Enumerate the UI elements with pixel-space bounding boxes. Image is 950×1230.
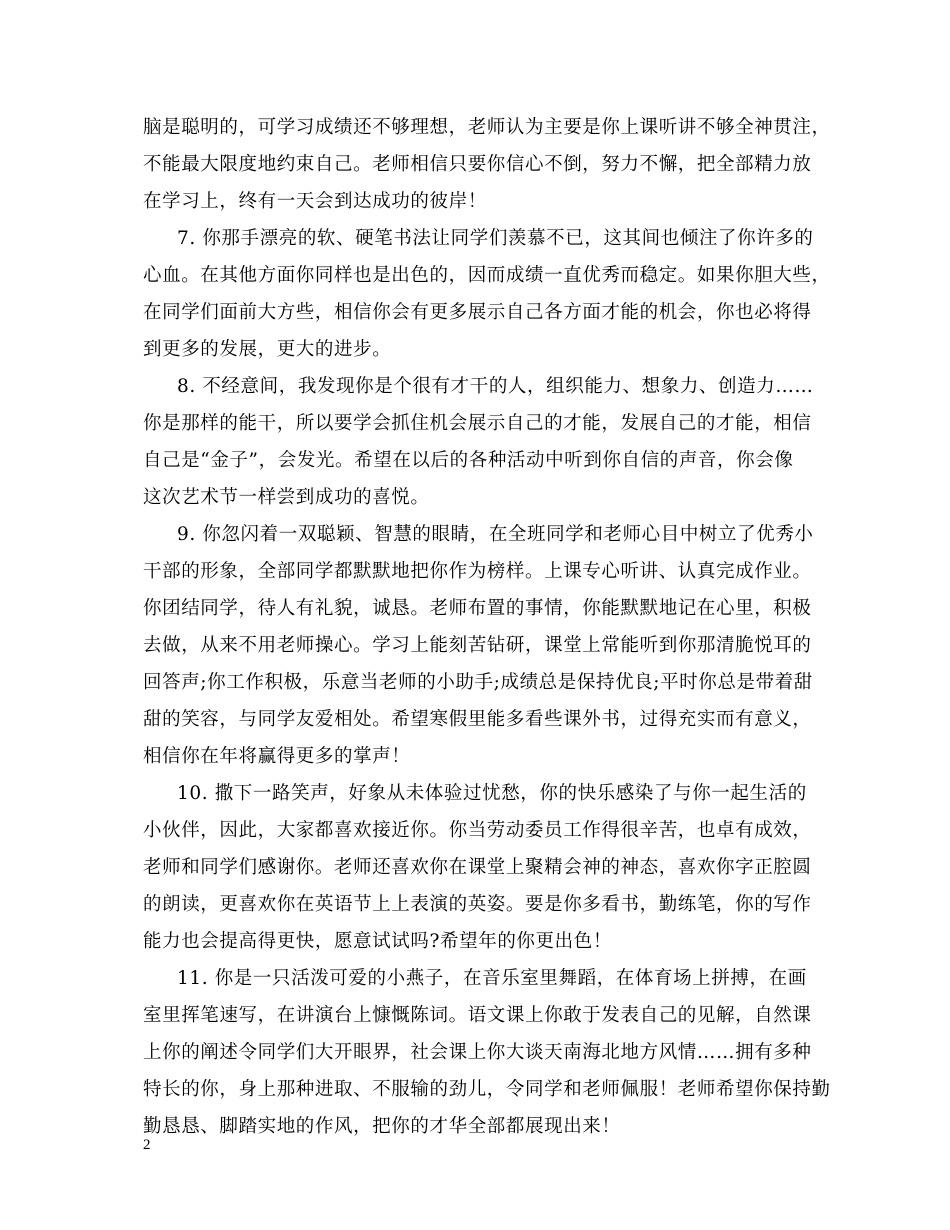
text-line: 特长的你，身上那种进取、不服输的劲儿，令同学和老师佩服！老师希望你保持勤 — [143, 1079, 831, 1100]
text-line: 小伙伴，因此，大家都喜欢接近你。你当劳动委员工作得很辛苦，也卓有成效， — [143, 820, 812, 841]
text-line: 你是那样的能干，所以要学会抓住机会展示自己的才能，发展自己的才能，相信 — [143, 413, 812, 434]
text-line: 在学习上，终有一天会到达成功的彼岸！ — [143, 191, 487, 212]
text-line: 能力也会提高得更快，愿意试试吗?希望年的你更出色！ — [143, 931, 612, 952]
text-line: 你团结同学，待人有礼貌，诚恳。老师布置的事情，你能默默地记在心里，积极 — [143, 598, 812, 619]
paragraph-10-start: 10. 撒下一路笑声，好象从未体验过忧愁，你的快乐感染了与你一起生活的 — [177, 783, 807, 804]
text-line: 在同学们面前大方些，相信你会有更多展示自己各方面才能的机会，你也必将得 — [143, 302, 812, 323]
text-line: 甜的笑容，与同学友爱相处。希望寒假里能多看些课外书，过得充实而有意义， — [143, 709, 812, 730]
text-line: 脑是聪明的，可学习成绩还不够理想，老师认为主要是你上课听讲不够全神贯注， — [143, 117, 831, 138]
text-line: 上你的阐述令同学们大开眼界，社会课上你大谈天南海北地方风情……拥有多种 — [143, 1042, 812, 1063]
paragraph-9-start: 9. 你忽闪着一双聪颖、智慧的眼睛，在全班同学和老师心目中树立了优秀小 — [177, 524, 814, 545]
text-line: 不能最大限度地约束自己。老师相信只要你信心不倒，努力不懈，把全部精力放 — [143, 154, 812, 175]
text-line: 的朗读，更喜欢你在英语节上上表演的英姿。要是你多看书，勤练笔，你的写作 — [143, 894, 812, 915]
text-line: 勤恳恳、脚踏实地的作风，把你的才华全部都展现出来！ — [143, 1116, 621, 1137]
page-number: 2 — [143, 1137, 151, 1153]
text-line: 干部的形象，全部同学都默默地把你作为榜样。上课专心听讲、认真完成作业。 — [143, 561, 812, 582]
text-line: 自己是“金子”，会发光。希望在以后的各种活动中听到你自信的声音，你会像 — [143, 450, 794, 471]
text-line: 这次艺术节一样尝到成功的喜悦。 — [143, 487, 430, 508]
text-line: 心血。在其他方面你同样也是出色的，因而成绩一直优秀而稳定。如果你胆大些， — [143, 265, 831, 286]
text-line: 去做，从来不用老师操心。学习上能刻苦钻研，课堂上常能听到你那清脆悦耳的 — [143, 635, 812, 656]
text-line: 老师和同学们感谢你。老师还喜欢你在课堂上聚精会神的神态，喜欢你字正腔圆 — [143, 857, 812, 878]
text-line: 室里挥笔速写，在讲演台上慷慨陈词。语文课上你敢于发表自己的见解，自然课 — [143, 1005, 812, 1026]
paragraph-8-start: 8. 不经意间，我发现你是个很有才干的人，组织能力、想象力、创造力…… — [177, 376, 814, 397]
text-line: 相信你在年将赢得更多的掌声！ — [143, 746, 411, 767]
text-line: 到更多的发展，更大的进步。 — [143, 339, 392, 360]
text-line: 回答声;你工作积极，乐意当老师的小助手;成绩总是保持优良;平时你总是带着甜 — [143, 672, 813, 693]
paragraph-7-start: 7. 你那手漂亮的软、硬笔书法让同学们羡慕不已，这其间也倾注了你许多的 — [177, 228, 814, 249]
paragraph-11-start: 11. 你是一只活泼可爱的小燕子，在音乐室里舞蹈，在体育场上拼搏，在画 — [177, 968, 807, 989]
